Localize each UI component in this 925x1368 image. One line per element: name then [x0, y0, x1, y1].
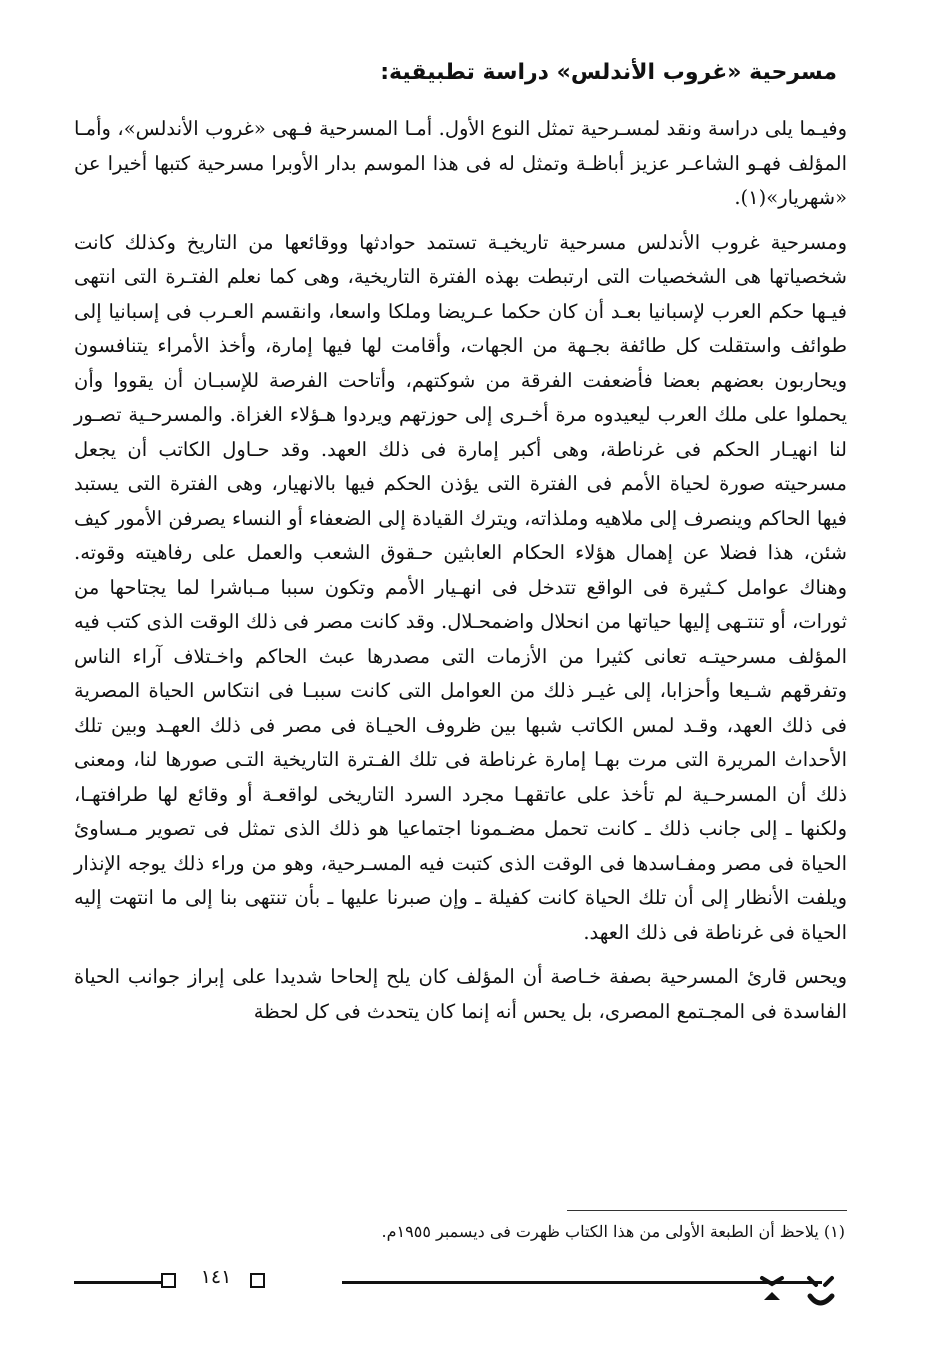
ornament-icon [754, 1258, 854, 1318]
page-number: ١٤١ [200, 1266, 232, 1288]
body-text [74, 112, 847, 1029]
footer-square-left [161, 1273, 176, 1288]
footer-rule-left [74, 1281, 162, 1284]
footer-square-right [250, 1273, 265, 1288]
footnote-divider [567, 1210, 847, 1211]
paragraph-3: ويحس قارئ المسرحية بصفة خـاصة أن المؤلف كان يلح إلحاحا شديدا على إبراز جوانب الحياة الفاسدة فى المجـتمع المصرى، بل يحس أنه إنما كان يتحدث فى كل لحظة [74, 965, 847, 1023]
footnote: (١) يلاحظ أن الطبعة الأولى من هذا الكتاب ظهرت فى ديسمبر ١٩٥٥م. [381, 1222, 845, 1241]
paragraph-2: ومسرحية غروب الأندلس مسرحية تاريخيـة تستمد حوادثها ووقائعها من التاريخ وكذلك كانت شخصياتها هى الشخصيات التى ارتبطت بهذه الفترة التاريخية، وهى كما نعلم الفتـرة التى انتهى فيـها حكم العرب لإسبانيا بعـد أن كان حكما عـريضا وملكا واسعا، وانقسم العـرب فى إسبانيا إلى طوائف واستقلت كل طائفة بجـهة من الجهات، وأقامت لها فيها إمارة، وأخذ الأمراء يتنافسون ويحاربون بعضهم بعضا فأضعفت الفرقة من شوكتهم، وأتاحت الفرصة للإسبـان أن يقووا وأن يحملوا على ملك العرب ليعيدوه مرة أخـرى إلى حوزتهم ويردوا هـؤلاء الغزاة. والمسرحـية تصـور لنا انهيـار الحكم فى غرناطة، وهى أكبر إمارة فى ذلك العهد. وقد حـاول الكاتب أن يجعل مسرحيته صورة لحياة الأمم فى الفترة التى يؤذن الحكم فيها بالانهيار، وهى الفترة التى يستبد فيها الحاكم وينصرف إلى ملاهيه وملذاته، ويترك القيادة إلى الضعفاء أو النساء يصرفن الأمور كيف شئن، هذا فضلا عن إهمال هؤلاء الحكام العابثين حـقوق الشعب والعمل على رفاهيته وقوته. وهناك عوامل كـثيرة فى الواقع تتدخل فى انهـيار الأمم وتكون سببا مـباشرا لما يجتاحها من ثورات، أو تنتـهى إليها حياتها من انحلال واضمحـلال. وقد كانت مصر فى ذلك الوقت الذى كتب فيه المؤلف مسرحيتـه تعانى كثيرا من الأزمات التى مصدرها عبث الحاكم واخـتلاف آراء الناس وتفرقهم شـيعا وأحزابا، إلى غيـر ذلك من العوامل التى كانت سببـا فى انتكاس الحياة المصرية فى ذلك العهد، وقـد لمس الكاتب شبها بين ظروف الحيـاة فى مصر فى ذلك العهـد وبين تلك الأحداث المريرة التى مرت بهـا إمارة غرناطة فى تلك الفـترة التاريخية التـى صورها لنا، ومعنى ذلك أن المسرحـية لم تأخذ على عاتقهـا مجرد السرد التاريخى لواقعـة أو وقائع لها طرافتهـا، ولكنها ـ إلى جانب ذلك ـ كانت تحمل مضـمونا اجتماعيا هو ذلك الذى تمثل فى تصوير مـساوئ الحياة فى مصر ومفـاسدها فى الوقت الذى كتبت فيه المسـرحية، وهو من وراء ذلك يوجه الإنذار ويلفت الأنظار إلى أن تلك الحياة كانت كفيلة ـ وإن صبرنا عليها ـ بأن تنتهى بنا إلى ما انتهت إليه الحياة فى غرناطة فى ذلك العهد. [74, 230, 847, 944]
paragraph-1: وفيـما يلى دراسة ونقد لمسـرحية تمثل النوع الأول. أمـا المسرحية فـهى «غروب الأندلس»، وأمـا المؤلف فهـو الشاعـر عزيز أباظـة وتمثل له فى هذا الموسم بدار الأوبرا مسرحية كتبها أخيرا عن «شهريار»(١). [74, 117, 847, 209]
running-header-title: مسرحية «غروب الأندلس» دراسة تطبيقية: [380, 60, 837, 85]
page-footer [74, 1268, 854, 1318]
footer-rule-right [342, 1281, 822, 1284]
